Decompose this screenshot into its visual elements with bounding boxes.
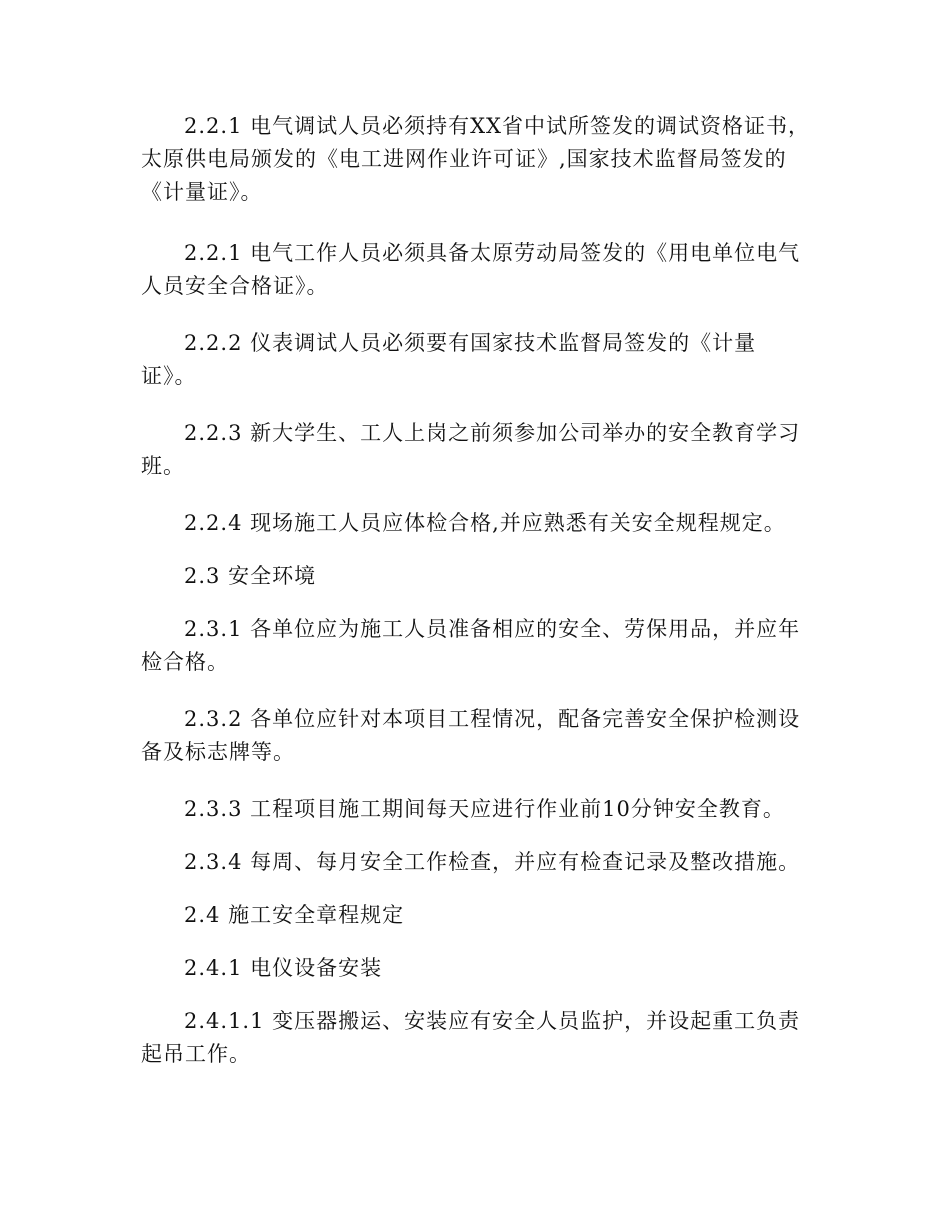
text-line: 备及标志牌等。	[141, 740, 295, 764]
text-line: 2.2.3 新大学生、工人上岗之前须参加公司举办的安全教育学习	[184, 421, 801, 445]
text-line: 起吊工作。	[141, 1042, 251, 1066]
text-line: 2.4.1.1 变压器搬运、安装应有安全人员监护，并设起重工负责	[184, 1009, 801, 1033]
text-line: 2.2.1 电气工作人员必须具备太原劳动局签发的《用电单位电气	[184, 241, 801, 265]
paragraph-2-3-4	[141, 846, 801, 879]
paragraph-2-2-3	[141, 417, 801, 483]
heading-2-3	[141, 560, 801, 593]
section-heading: 2.4.1 电仪设备安装	[184, 956, 383, 980]
text-line: 《计量证》。	[141, 180, 263, 204]
paragraph-2-3-1	[141, 613, 801, 679]
text-line: 2.3.2 各单位应针对本项目工程情况，配备完善安全保护检测设	[184, 707, 801, 731]
text-line: 2.3.3 工程项目施工期间每天应进行作业前10分钟安全教育。	[184, 797, 785, 821]
paragraph-2-2-1-b	[141, 237, 801, 303]
heading-2-4-1	[141, 952, 801, 985]
paragraph-2-2-1-a	[141, 110, 811, 209]
text-line: 班。	[141, 454, 185, 478]
text-line: 证》。	[141, 364, 197, 388]
section-heading: 2.4 施工安全章程规定	[184, 903, 405, 927]
paragraph-2-3-3	[141, 793, 801, 826]
text-line: 检合格。	[141, 650, 229, 674]
text-line: 2.3.4 每周、每月安全工作检查，并应有检查记录及整改措施。	[184, 850, 801, 874]
text-line: 2.3.1 各单位应为施工人员准备相应的安全、劳保用品，并应年	[184, 617, 801, 641]
text-line: 太原供电局颁发的《电工进网作业许可证》,国家技术监督局签发的	[141, 147, 787, 171]
text-line: 人员安全合格证》。	[141, 274, 329, 298]
paragraph-2-4-1-1	[141, 1005, 801, 1071]
paragraph-2-2-2	[141, 327, 801, 393]
paragraph-2-3-2	[141, 703, 801, 769]
text-line: 2.2.2 仪表调试人员必须要有国家技术监督局签发的《计量	[184, 331, 757, 355]
section-heading: 2.3 安全环境	[184, 564, 317, 588]
text-line: 2.2.1 电气调试人员必须持有XX省中试所签发的调试资格证书，	[184, 114, 811, 138]
paragraph-2-2-4	[141, 507, 801, 540]
text-line: 2.2.4 现场施工人员应体检合格,并应熟悉有关安全规程规定。	[184, 511, 786, 535]
heading-2-4	[141, 899, 801, 932]
